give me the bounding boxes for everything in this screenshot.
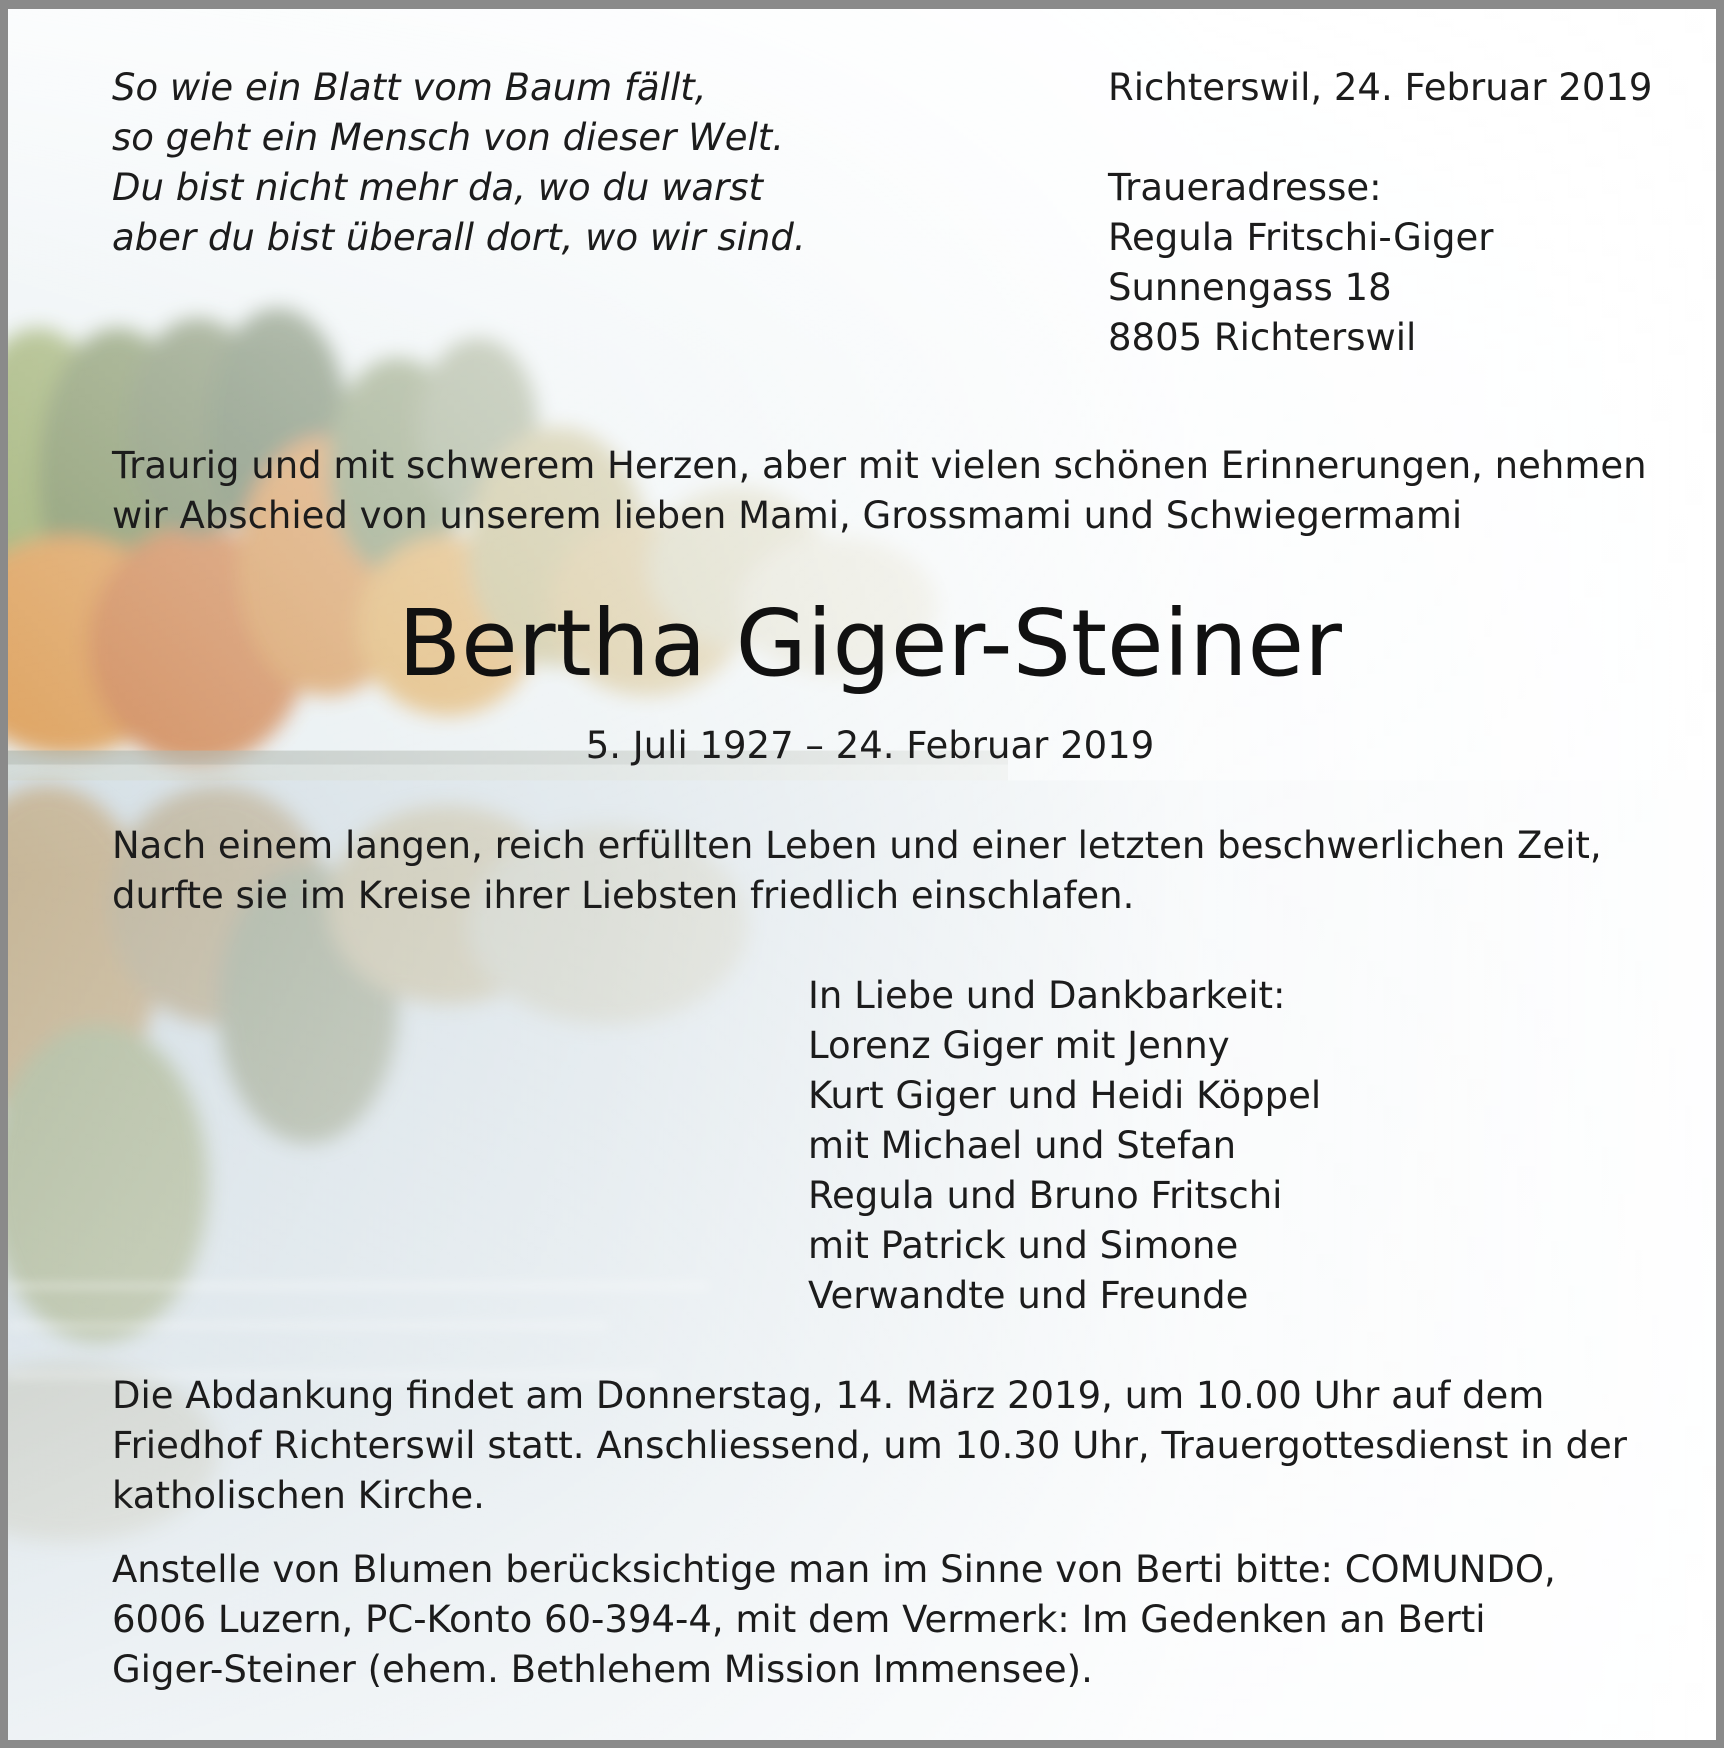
address-label: Traueradresse: <box>1108 166 1382 209</box>
life-text-line: durfte sie im Kreise ihrer Liebsten friedlich einschlafen. <box>112 874 1135 917</box>
donation-info <box>112 1545 1556 1695</box>
ceremony-line: katholischen Kirche. <box>112 1474 485 1517</box>
mourning-address <box>1108 163 1494 363</box>
mourner-line: Lorenz Giger mit Jenny <box>808 1024 1230 1067</box>
intro-text <box>112 441 1647 541</box>
mourner-line: Regula und Bruno Fritschi <box>808 1174 1283 1217</box>
place-and-date: Richterswil, 24. Februar 2019 <box>1108 66 1653 109</box>
ceremony-info <box>112 1371 1627 1521</box>
intro-line: wir Abschied von unserem lieben Mami, Grossmami und Schwiegermami <box>112 494 1463 537</box>
intro-line: Traurig und mit schwerem Herzen, aber mit vielen schönen Erinnerungen, nehmen <box>112 444 1647 487</box>
life-text <box>112 821 1602 921</box>
mourner-line: Kurt Giger und Heidi Köppel <box>808 1074 1322 1117</box>
mourners-list <box>808 971 1321 1321</box>
poem-line: So wie ein Blatt vom Baum fällt, <box>112 66 707 109</box>
poem <box>112 63 806 263</box>
ceremony-line: Friedhof Richterswil statt. Anschliessend, um 10.30 Uhr, Trauergottesdienst in der <box>112 1424 1627 1467</box>
address-name: Regula Fritschi-Giger <box>1108 216 1494 259</box>
poem-line: Du bist nicht mehr da, wo du warst <box>112 166 764 209</box>
donation-line: 6006 Luzern, PC-Konto 60-394-4, mit dem Vermerk: Im Gedenken an Berti <box>112 1598 1486 1641</box>
donation-line: Anstelle von Blumen berücksichtige man im Sinne von Berti bitte: COMUNDO, <box>112 1548 1556 1591</box>
deceased-name: Bertha Giger-Steiner <box>398 590 1342 697</box>
address-street: Sunnengass 18 <box>1108 266 1392 309</box>
mourner-line: mit Michael und Stefan <box>808 1124 1237 1167</box>
mourner-line: mit Patrick und Simone <box>808 1224 1239 1267</box>
address-city: 8805 Richterswil <box>1108 316 1417 359</box>
ceremony-line: Die Abdankung findet am Donnerstag, 14. März 2019, um 10.00 Uhr auf dem <box>112 1374 1545 1417</box>
mourners-heading: In Liebe und Dankbarkeit: <box>808 974 1286 1017</box>
life-dates: 5. Juli 1927 – 24. Februar 2019 <box>585 724 1155 767</box>
mourner-line: Verwandte und Freunde <box>808 1274 1249 1317</box>
donation-line: Giger-Steiner (ehem. Bethlehem Mission Immensee). <box>112 1648 1093 1691</box>
poem-line: aber du bist überall dort, wo wir sind. <box>112 216 806 259</box>
life-text-line: Nach einem langen, reich erfüllten Leben und einer letzten beschwerlichen Zeit, <box>112 824 1602 867</box>
poem-line: so geht ein Mensch von dieser Welt. <box>112 116 785 159</box>
